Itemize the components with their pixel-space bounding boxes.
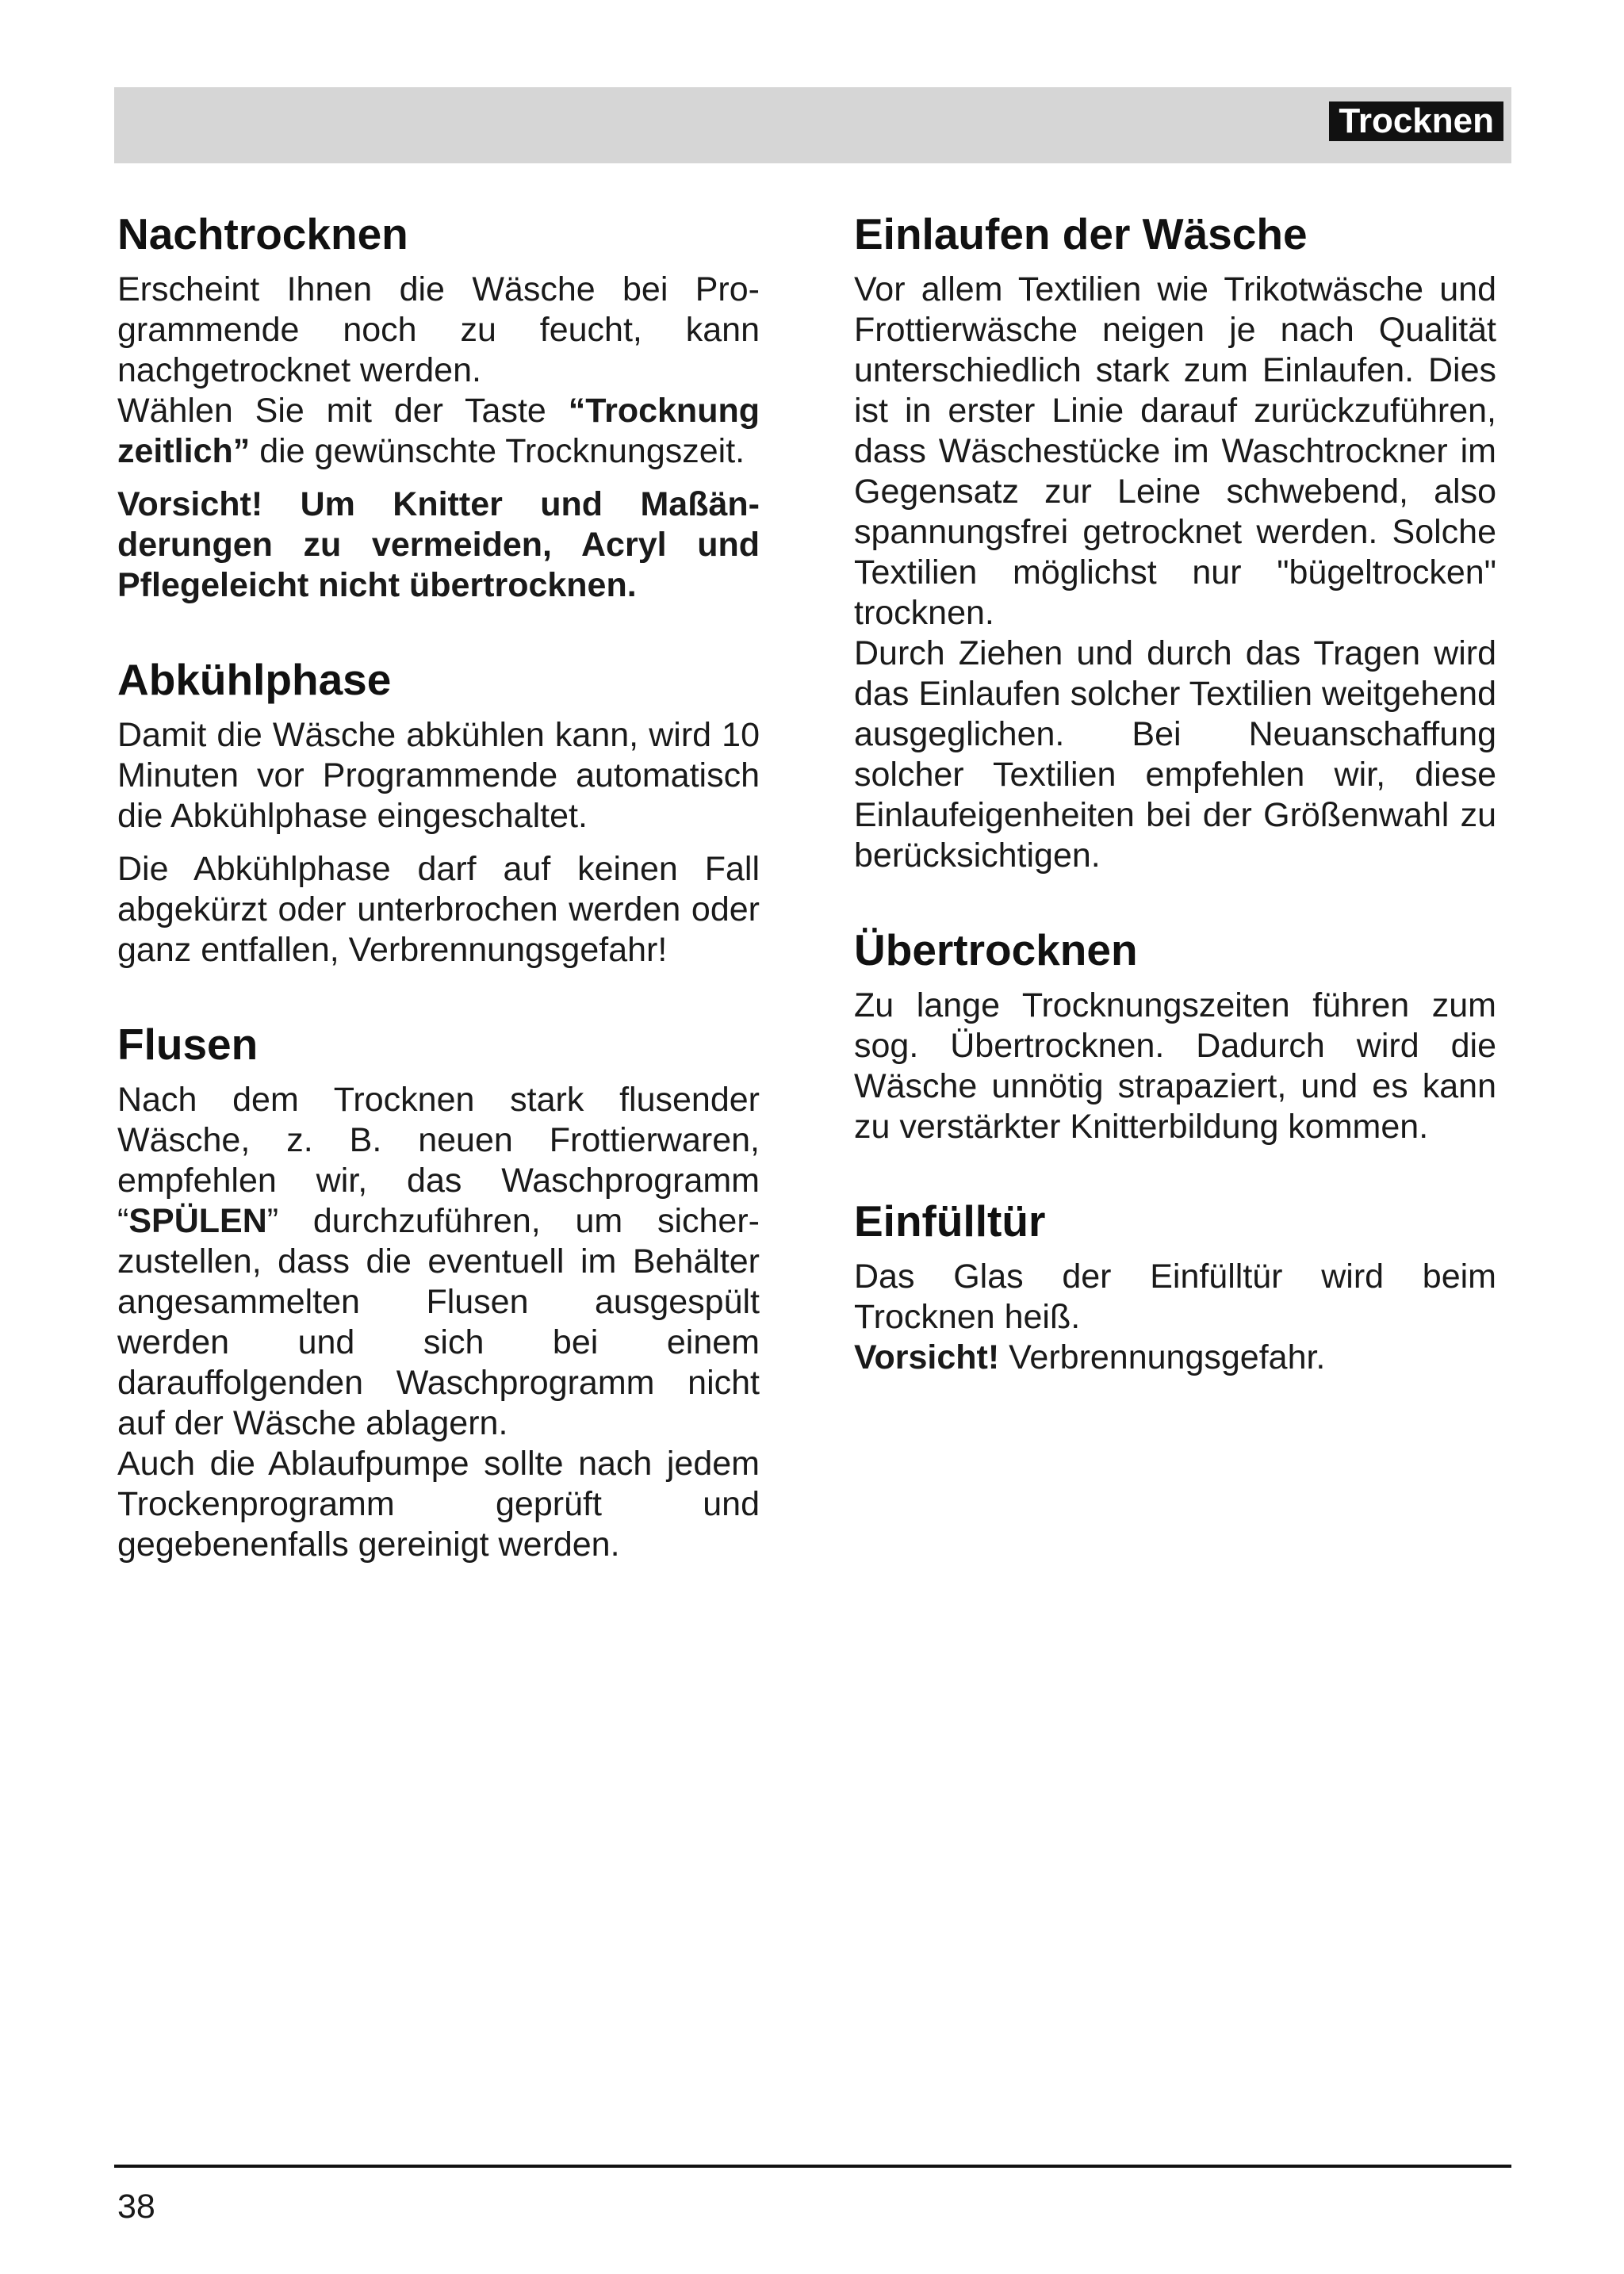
header-band xyxy=(114,87,1511,163)
text-run: Nach dem Trocknen stark flusender Wäsche, z. B. neuen Frottierwaren, empfehlen wir, das Waschprogramm “ xyxy=(117,1081,760,1240)
section-title: Einfülltür xyxy=(854,1196,1046,1246)
warning-paragraph xyxy=(854,1338,1496,1378)
section-abkuehlphase xyxy=(117,653,760,970)
paragraph xyxy=(117,391,760,472)
right-column xyxy=(854,208,1496,1426)
warning-text: Verbrennungsgefahr. xyxy=(999,1338,1326,1376)
program-name-bold: SPÜLEN xyxy=(128,1202,267,1240)
paragraph: Die Abkühlphase darf auf keinen Fall abgekürzt oder unterbrochen werden oder ganz entfallen, Verbrennungsgefahr! xyxy=(117,850,760,969)
text-run: die gewünschte Trocknungszeit. xyxy=(250,432,745,470)
page-number: 38 xyxy=(117,2188,155,2226)
section-einlaufen xyxy=(854,208,1496,876)
section-title: Nachtrocknen xyxy=(117,209,408,258)
warning-label: Vorsicht! xyxy=(854,1338,1000,1376)
section-title: Abkühlphase xyxy=(117,655,392,704)
paragraph xyxy=(117,1080,760,1444)
paragraph: Erscheint Ihnen die Wäsche bei Programmende noch zu feucht, kann nachgetrocknet werden. xyxy=(117,270,760,389)
left-column xyxy=(117,208,760,1613)
section-uebertrocknen xyxy=(854,924,1496,1147)
paragraph: Auch die Ablaufpumpe sollte nach jedem Trockenprogramm geprüft und gegebenenfalls gereinigt werden. xyxy=(117,1445,760,1564)
warning-paragraph xyxy=(117,484,760,606)
text-run: ” durchzuführen, um sicherzustellen, dass die eventuell im Behälter angesammelten Flusen ausgespült werden und sich bei einem darauffolgenden Waschprogramm nicht auf der Wäsche ablagern. xyxy=(117,1202,760,1442)
button-name-bold: “Trocknung zeitlich” xyxy=(117,392,760,470)
text-run: Wählen Sie mit der Taste xyxy=(117,392,569,430)
paragraph: Das Glas der Einfülltür wird beim Trocknen heiß. xyxy=(854,1258,1496,1336)
section-title: Übertrocknen xyxy=(854,925,1138,974)
section-title: Flusen xyxy=(117,1020,259,1069)
section-nachtrocknen xyxy=(117,208,760,606)
warning-text: Vorsicht! Um Knitter und Maßänderungen zu vermeiden, Acryl und Pflegeleicht nicht übertrocknen. xyxy=(117,485,760,604)
section-flusen xyxy=(117,1018,760,1565)
paragraph: Vor allem Textilien wie Trikotwäsche und Frottierwäsche neigen je nach Qualität unterschiedlich stark zum Einlaufen. Dies ist in erster Linie darauf zurückzuführen, dass Wäschestücke im Waschtrockner im Gegensatz zur Leine schwebend, also spannungsfrei getrocknet werden. Solche Textilien möglichst nur "bügeltrocken" trocknen. xyxy=(854,270,1496,632)
paragraph: Durch Ziehen und durch das Tragen wird das Einlaufen solcher Textilien weitgehend ausgeglichen. Bei Neuanschaffung solcher Textilien empfehlen wir, diese Einlaufeigenheiten bei der Größenwahl zu berücksichtigen. xyxy=(854,634,1496,875)
section-title: Einlaufen der Wäsche xyxy=(854,209,1308,258)
footer-divider xyxy=(114,2165,1511,2168)
paragraph: Damit die Wäsche abkühlen kann, wird 10 Minuten vor Programmende automatisch die Abkühlphase eingeschaltet. xyxy=(117,716,760,835)
paragraph: Zu lange Trocknungszeiten führen zum sog. Übertrocknen. Dadurch wird die Wäsche unnötig strapaziert, und es kann zu verstärkter Knitterbildung kommen. xyxy=(854,986,1496,1146)
section-einfuelltuer xyxy=(854,1195,1496,1378)
section-tab: Trocknen xyxy=(1329,101,1503,141)
